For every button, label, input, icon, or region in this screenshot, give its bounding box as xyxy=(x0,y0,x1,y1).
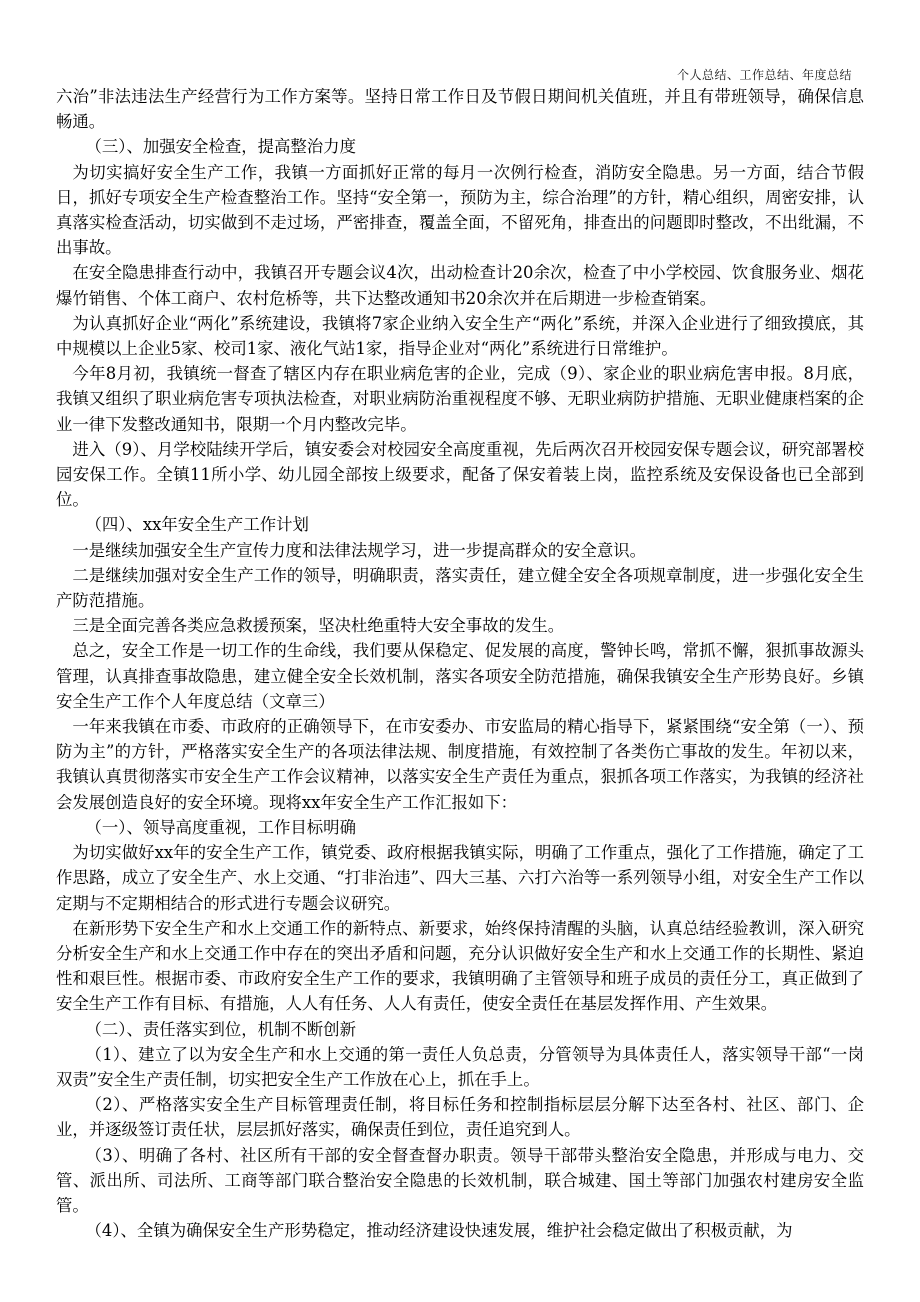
document-body xyxy=(56,84,864,1243)
section-heading-paragraph: （4）、全镇为确保安全生产形势稳定，推动经济建设快速发展，维护社会稳定做出了积极贡献，为 xyxy=(85,1221,793,1241)
body-paragraph: 为切实搞好安全生产工作，我镇一方面抓好正常的每月一次例行检查，消防安全隐患。另一方面，结合节假日，抓好专项安全生产检查整治工作。坚持“安全第一，预防为主，综合治理”的方针，精心组织，周密安排，认真落实检查活动，切实做到不走过场，严密排查，覆盖全面，不留死角，排查出的问题即时整改，不出纰漏，不出事故。 xyxy=(56,162,864,258)
section-heading-paragraph: （四）、xx年安全生产工作计划 xyxy=(85,515,309,535)
section-heading-paragraph: （一）、领导高度重视，工作目标明确 xyxy=(85,817,356,837)
body-paragraph: 为认真抓好企业“两化”系统建设，我镇将7家企业纳入安全生产“两化”系统，并深入企业进行了细致摸底，其中规模以上企业5家、校司1家、液化气站1家，指导企业对“两化”系统进行日常维护。 xyxy=(56,313,864,359)
body-paragraph: 今年8月初，我镇统一督查了辖区内存在职业病危害的企业，完成（9）、家企业的职业病危害申报。8月底，我镇又组织了职业病危害专项执法检查，对职业病防治重视程度不够、无职业病防护措施、无职业健康档案的企业一律下发整改通知书，限期一个月内整改完毕。 xyxy=(56,364,864,434)
body-paragraph: 在安全隐患排查行动中，我镇召开专题会议4次，出动检查计20余次，检查了中小学校园、饮食服务业、烟花爆竹销售、个体工商户、农村危桥等，共下达整改通知书20余次并在后期进一步检查销案。 xyxy=(56,263,864,308)
body-paragraph: 六治”非法违法生产经营行为工作方案等。坚持日常工作日及节假日期间机关值班，并且有带班领导，确保信息畅通。 xyxy=(56,87,864,132)
section-heading-paragraph: （3）、明确了各村、社区所有干部的安全督查督办职责。领导干部带头整治安全隐患，并形成与电力、交管、派出所、司法所、工商等部门联合整治安全隐患的长效机制，联合城建、国土等部门加强农村建房安全监管。 xyxy=(56,1145,864,1215)
section-heading-paragraph: （1）、建立了以为安全生产和水上交通的第一责任人负总责，分管领导为具体责任人，落实领导干部“一岗双责”安全生产责任制，切实把安全生产工作放在心上，抓在手上。 xyxy=(56,1044,864,1089)
section-heading-paragraph: （三）、加强安全检查，提高整治力度 xyxy=(85,137,356,157)
body-paragraph: 三是全面完善各类应急救援预案，坚决杜绝重特大安全事故的发生。 xyxy=(72,616,565,636)
page-header: 个人总结、工作总结、年度总结 xyxy=(676,68,852,82)
section-heading-paragraph: （2）、严格落实安全生产目标管理责任制，将目标任务和控制指标层层分解下达至各村、社区、部门、企业，并逐级签订责任状，层层抓好落实，确保责任到位，责任追究到人。 xyxy=(56,1095,864,1140)
body-paragraph: 二是继续加强对安全生产工作的领导，明确职责，落实责任，建立健全安全各项规章制度，进一步强化安全生产防范措施。 xyxy=(56,565,864,611)
body-paragraph: 一年来我镇在市委、市政府的正确领导下，在市安委办、市安监局的精心指导下，紧紧围绕“安全第（一）、预防为主”的方针，严格落实安全生产的各项法律法规、制度措施，有效控制了各类伤亡事故的发生。年初以来，我镇认真贯彻落实市安全生产工作会议精神，以落实安全生产责任为重点，狠抓各项工作落实，为我镇的经济社会发展创造良好的安全环境。现将xx年安全生产工作汇报如下： xyxy=(56,717,864,812)
body-paragraph: 总之，安全工作是一切工作的生命线，我们要从保稳定、促发展的高度，警钟长鸣，常抓不懈，狠抓事故源头管理，认真排查事故隐患，建立健全安全长效机制，落实各项安全防范措施，确保我镇安全生产形势良好。乡镇安全生产工作个人年度总结（文章三） xyxy=(56,641,864,711)
body-paragraph: 在新形势下安全生产和水上交通工作的新特点、新要求，始终保持清醒的头脑，认真总结经验教训，深入研究分析安全生产和水上交通工作中存在的突出矛盾和问题，充分认识做好安全生产和水上交通工作的长期性、紧迫性和艰巨性。根据市委、市政府安全生产工作的要求，我镇明确了主管领导和班子成员的责任分工，真正做到了安全生产工作有目标、有措施，人人有任务、人人有责任，使安全责任在基层发挥作用、产生效果。 xyxy=(56,918,864,1014)
body-paragraph: 进入（9）、月学校陆续开学后，镇安委会对校园安全高度重视，先后两次召开校园安保专题会议，研究部署校园安保工作。全镇11所小学、幼儿园全部按上级要求，配备了保安着装上岗，监控系统及安保设备也已全部到位。 xyxy=(56,439,864,510)
body-paragraph: 一是继续加强安全生产宣传力度和法律法规学习，进一步提高群众的安全意识。 xyxy=(72,540,647,560)
body-paragraph: 为切实做好xx年的安全生产工作，镇党委、政府根据我镇实际，明确了工作重点，强化了工作措施，确定了工作思路，成立了安全生产、水上交通、“打非治违”、四大三基、六打六治等一系列领导小组，对安全生产工作以定期与不定期相结合的形式进行专题会议研究。 xyxy=(56,843,864,913)
section-heading-paragraph: （二）、责任落实到位，机制不断创新 xyxy=(85,1019,356,1039)
